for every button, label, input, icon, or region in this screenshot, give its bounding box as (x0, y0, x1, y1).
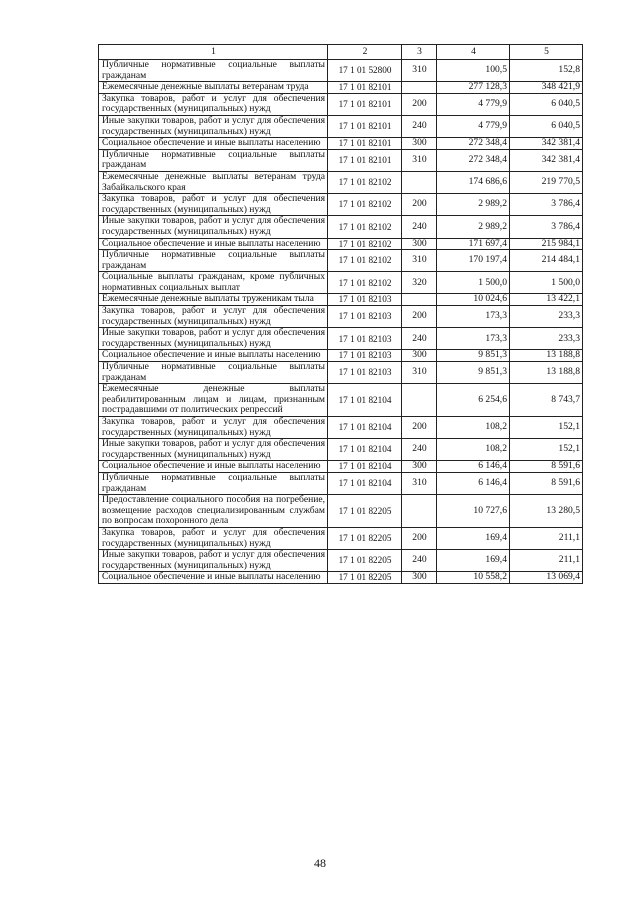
row-name-cell: Закупка товаров, работ и услуг для обеспечения государственных (муниципальных) нужд (99, 527, 328, 549)
table-row (99, 527, 583, 549)
row-amount-2-cell: 13 422,1 (510, 294, 583, 306)
row-amount-2-cell: 8 591,6 (510, 461, 583, 473)
row-amount-1-cell: 169,4 (437, 550, 510, 572)
table-row (99, 417, 583, 439)
table-row (99, 149, 583, 171)
row-amount-2-cell: 219 770,5 (510, 171, 583, 193)
row-amount-1-cell: 6 254,6 (437, 384, 510, 417)
row-amount-2-cell: 342 381,4 (510, 149, 583, 171)
row-name-cell: Иные закупки товаров, работ и услуг для обеспечения государственных (муниципальных) нужд (99, 216, 328, 238)
row-amount-2-cell: 152,8 (510, 60, 583, 82)
row-expense-type-cell: 310 (402, 472, 437, 494)
row-amount-2-cell: 152,1 (510, 417, 583, 439)
row-name-cell: Публичные нормативные социальные выплаты гражданам (99, 60, 328, 82)
row-code-cell: 17 1 01 82102 (328, 171, 402, 193)
row-amount-1-cell: 171 697,4 (437, 238, 510, 250)
table-row (99, 461, 583, 473)
table-body (99, 60, 583, 584)
row-expense-type-cell: 310 (402, 60, 437, 82)
row-expense-type-cell (402, 384, 437, 417)
row-amount-2-cell: 8 591,6 (510, 472, 583, 494)
row-name-cell: Иные закупки товаров, работ и услуг для обеспечения государственных (муниципальных) нужд (99, 115, 328, 137)
row-amount-1-cell: 173,3 (437, 306, 510, 328)
table-row (99, 272, 583, 294)
row-code-cell: 17 1 01 82103 (328, 306, 402, 328)
row-amount-1-cell: 272 348,4 (437, 138, 510, 150)
table-row (99, 171, 583, 193)
table-row (99, 439, 583, 461)
table-row (99, 216, 583, 238)
column-header-code: 2 (328, 45, 402, 60)
column-header-amount-1: 4 (437, 45, 510, 60)
row-amount-1-cell: 2 989,2 (437, 216, 510, 238)
row-code-cell: 17 1 01 82102 (328, 272, 402, 294)
row-expense-type-cell: 200 (402, 527, 437, 549)
row-amount-2-cell: 13 188,8 (510, 362, 583, 384)
table-row (99, 328, 583, 350)
table-row (99, 60, 583, 82)
row-expense-type-cell: 300 (402, 572, 437, 584)
row-amount-2-cell: 1 500,0 (510, 272, 583, 294)
row-code-cell: 17 1 01 82104 (328, 461, 402, 473)
row-amount-1-cell: 10 727,6 (437, 495, 510, 528)
row-name-cell: Ежемесячные денежные выплаты реабилитированным лицам и лицам, признанным пострадавшими от политических репрессий (99, 384, 328, 417)
table-header-row (99, 45, 583, 60)
row-expense-type-cell (402, 294, 437, 306)
row-name-cell: Социальное обеспечение и иные выплаты населению (99, 350, 328, 362)
row-amount-2-cell: 6 040,5 (510, 93, 583, 115)
row-amount-1-cell: 9 851,3 (437, 362, 510, 384)
row-expense-type-cell (402, 82, 437, 94)
row-amount-2-cell: 211,1 (510, 527, 583, 549)
table-row (99, 82, 583, 94)
row-amount-2-cell: 13 069,4 (510, 572, 583, 584)
row-amount-1-cell: 277 128,3 (437, 82, 510, 94)
row-code-cell: 17 1 01 82101 (328, 149, 402, 171)
row-code-cell: 17 1 01 82101 (328, 138, 402, 150)
table-row (99, 306, 583, 328)
table-row (99, 250, 583, 272)
row-expense-type-cell: 240 (402, 439, 437, 461)
row-amount-2-cell: 233,3 (510, 328, 583, 350)
row-code-cell: 17 1 01 82103 (328, 328, 402, 350)
row-expense-type-cell: 200 (402, 93, 437, 115)
table-row (99, 495, 583, 528)
table-row (99, 115, 583, 137)
row-code-cell: 17 1 01 52800 (328, 60, 402, 82)
row-code-cell: 17 1 01 82103 (328, 350, 402, 362)
row-expense-type-cell: 310 (402, 250, 437, 272)
row-name-cell: Ежемесячные денежные выплаты ветеранам труда (99, 82, 328, 94)
row-amount-1-cell: 4 779,9 (437, 93, 510, 115)
row-amount-1-cell: 173,3 (437, 328, 510, 350)
row-amount-2-cell: 6 040,5 (510, 115, 583, 137)
row-amount-1-cell: 100,5 (437, 60, 510, 82)
row-amount-1-cell: 272 348,4 (437, 149, 510, 171)
column-header-vr: 3 (402, 45, 437, 60)
table-row (99, 350, 583, 362)
row-amount-2-cell: 342 381,4 (510, 138, 583, 150)
row-name-cell: Публичные нормативные социальные выплаты гражданам (99, 149, 328, 171)
row-amount-1-cell: 108,2 (437, 439, 510, 461)
row-code-cell: 17 1 01 82102 (328, 194, 402, 216)
table-row (99, 194, 583, 216)
row-expense-type-cell: 300 (402, 350, 437, 362)
row-expense-type-cell: 240 (402, 115, 437, 137)
row-code-cell: 17 1 01 82205 (328, 572, 402, 584)
row-code-cell: 17 1 01 82102 (328, 238, 402, 250)
row-code-cell: 17 1 01 82101 (328, 93, 402, 115)
table-row (99, 472, 583, 494)
row-name-cell: Социальное обеспечение и иные выплаты населению (99, 461, 328, 473)
row-expense-type-cell: 300 (402, 238, 437, 250)
row-amount-2-cell: 13 188,8 (510, 350, 583, 362)
row-expense-type-cell: 320 (402, 272, 437, 294)
row-amount-1-cell: 4 779,9 (437, 115, 510, 137)
row-amount-2-cell: 8 743,7 (510, 384, 583, 417)
table-row (99, 362, 583, 384)
row-amount-1-cell: 10 024,6 (437, 294, 510, 306)
row-code-cell: 17 1 01 82104 (328, 472, 402, 494)
row-expense-type-cell (402, 171, 437, 193)
row-expense-type-cell: 240 (402, 550, 437, 572)
row-name-cell: Ежемесячные денежные выплаты ветеранам труда Забайкальского края (99, 171, 328, 193)
table-row (99, 572, 583, 584)
row-amount-1-cell: 6 146,4 (437, 461, 510, 473)
row-name-cell: Публичные нормативные социальные выплаты гражданам (99, 472, 328, 494)
row-expense-type-cell: 200 (402, 417, 437, 439)
row-amount-1-cell: 1 500,0 (437, 272, 510, 294)
row-amount-1-cell: 174 686,6 (437, 171, 510, 193)
row-name-cell: Закупка товаров, работ и услуг для обеспечения государственных (муниципальных) нужд (99, 194, 328, 216)
row-amount-2-cell: 3 786,4 (510, 216, 583, 238)
row-name-cell: Социальное обеспечение и иные выплаты населению (99, 238, 328, 250)
row-code-cell: 17 1 01 82102 (328, 216, 402, 238)
row-code-cell: 17 1 01 82104 (328, 384, 402, 417)
row-code-cell: 17 1 01 82104 (328, 439, 402, 461)
row-amount-1-cell: 9 851,3 (437, 350, 510, 362)
table-row (99, 238, 583, 250)
row-name-cell: Социальные выплаты гражданам, кроме публичных нормативных социальных выплат (99, 272, 328, 294)
row-amount-2-cell: 211,1 (510, 550, 583, 572)
page-number: 48 (314, 856, 326, 870)
row-name-cell: Публичные нормативные социальные выплаты гражданам (99, 250, 328, 272)
row-code-cell: 17 1 01 82101 (328, 115, 402, 137)
row-amount-2-cell: 233,3 (510, 306, 583, 328)
column-header-amount-2: 5 (510, 45, 583, 60)
row-code-cell: 17 1 01 82101 (328, 82, 402, 94)
row-expense-type-cell: 300 (402, 138, 437, 150)
row-name-cell: Иные закупки товаров, работ и услуг для обеспечения государственных (муниципальных) нужд (99, 550, 328, 572)
table-row (99, 93, 583, 115)
row-code-cell: 17 1 01 82103 (328, 294, 402, 306)
row-expense-type-cell: 200 (402, 306, 437, 328)
column-header-name: 1 (99, 45, 328, 60)
row-amount-2-cell: 214 484,1 (510, 250, 583, 272)
row-name-cell: Закупка товаров, работ и услуг для обеспечения государственных (муниципальных) нужд (99, 306, 328, 328)
row-code-cell: 17 1 01 82104 (328, 417, 402, 439)
row-expense-type-cell: 240 (402, 328, 437, 350)
row-code-cell: 17 1 01 82205 (328, 550, 402, 572)
row-amount-1-cell: 6 146,4 (437, 472, 510, 494)
row-expense-type-cell: 240 (402, 216, 437, 238)
row-expense-type-cell: 310 (402, 149, 437, 171)
row-expense-type-cell: 300 (402, 461, 437, 473)
row-name-cell: Социальное обеспечение и иные выплаты населению (99, 572, 328, 584)
row-code-cell: 17 1 01 82103 (328, 362, 402, 384)
table-row (99, 550, 583, 572)
row-name-cell: Ежемесячные денежные выплаты труженикам тыла (99, 294, 328, 306)
table-row (99, 384, 583, 417)
row-name-cell: Публичные нормативные социальные выплаты гражданам (99, 362, 328, 384)
row-expense-type-cell: 310 (402, 362, 437, 384)
budget-table (98, 44, 583, 584)
row-amount-2-cell: 13 280,5 (510, 495, 583, 528)
row-expense-type-cell (402, 495, 437, 528)
row-amount-2-cell: 3 786,4 (510, 194, 583, 216)
row-amount-2-cell: 348 421,9 (510, 82, 583, 94)
row-expense-type-cell: 200 (402, 194, 437, 216)
row-amount-2-cell: 152,1 (510, 439, 583, 461)
row-code-cell: 17 1 01 82205 (328, 495, 402, 528)
row-name-cell: Закупка товаров, работ и услуг для обеспечения государственных (муниципальных) нужд (99, 93, 328, 115)
row-amount-1-cell: 10 558,2 (437, 572, 510, 584)
row-name-cell: Иные закупки товаров, работ и услуг для обеспечения государственных (муниципальных) нужд (99, 439, 328, 461)
row-amount-2-cell: 215 984,1 (510, 238, 583, 250)
row-amount-1-cell: 169,4 (437, 527, 510, 549)
row-code-cell: 17 1 01 82102 (328, 250, 402, 272)
row-amount-1-cell: 170 197,4 (437, 250, 510, 272)
row-name-cell: Иные закупки товаров, работ и услуг для обеспечения государственных (муниципальных) нужд (99, 328, 328, 350)
row-code-cell: 17 1 01 82205 (328, 527, 402, 549)
table-row (99, 138, 583, 150)
row-amount-1-cell: 2 989,2 (437, 194, 510, 216)
row-name-cell: Социальное обеспечение и иные выплаты населению (99, 138, 328, 150)
row-name-cell: Закупка товаров, работ и услуг для обеспечения государственных (муниципальных) нужд (99, 417, 328, 439)
table-row (99, 294, 583, 306)
row-amount-1-cell: 108,2 (437, 417, 510, 439)
row-name-cell: Предоставление социального пособия на погребение, возмещение расходов специализированным службам по вопросам похоронного дела (99, 495, 328, 528)
